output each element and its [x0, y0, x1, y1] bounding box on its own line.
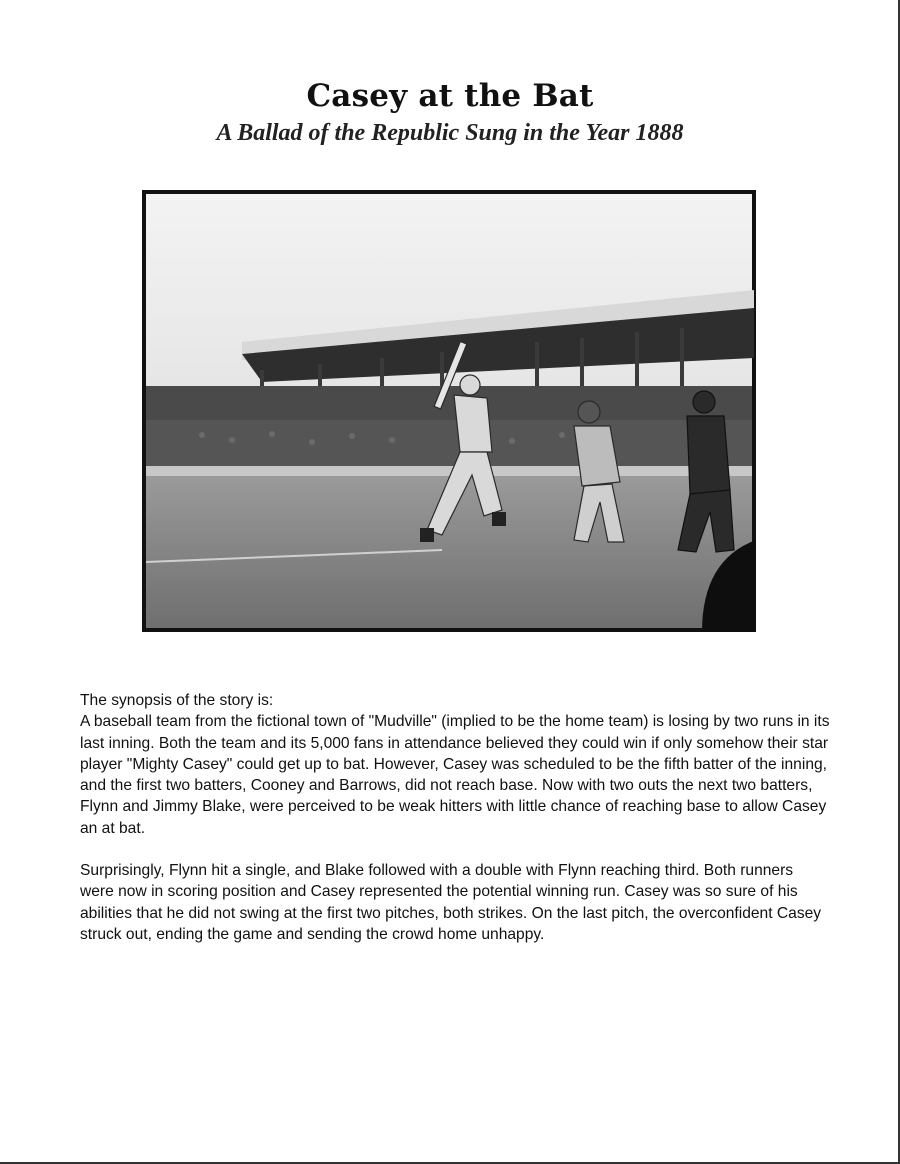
- baseball-photo: [142, 190, 756, 632]
- page-subtitle: A Ballad of the Republic Sung in the Year 1888: [216, 120, 684, 146]
- synopsis: [80, 690, 830, 945]
- synopsis-paragraph-2: Surprisingly, Flynn hit a single, and Blake followed with a double with Flynn reaching third. Both runners were now in scoring position and Casey represented the potential winning run. Casey was so sure of his abilities that he did not swing at the first two pitches, both strikes. On the last pitch, the overconfident Casey struck out, ending the game and sending the crowd home unhappy.: [80, 862, 822, 943]
- synopsis-paragraph-1: A baseball team from the fictional town of "Mudville" (implied to be the home team) is losing by two runs in its last inning. Both the team and its 5,000 fans in attendance believed they could win if only somehow their star player "Mighty Casey" could get up to bat. However, Casey was scheduled to be the fifth batter of the inning, and the first two batters, Cooney and Barrows, did not reach base. Now with two outs the next two batters, Flynn and Jimmy Blake, were perceived to be weak hitters with little chance of reaching base to allow Casey an at bat.: [80, 713, 830, 837]
- synopsis-heading: The synopsis of the story is:: [80, 692, 274, 709]
- page-title: Casey at the Bat: [306, 78, 594, 114]
